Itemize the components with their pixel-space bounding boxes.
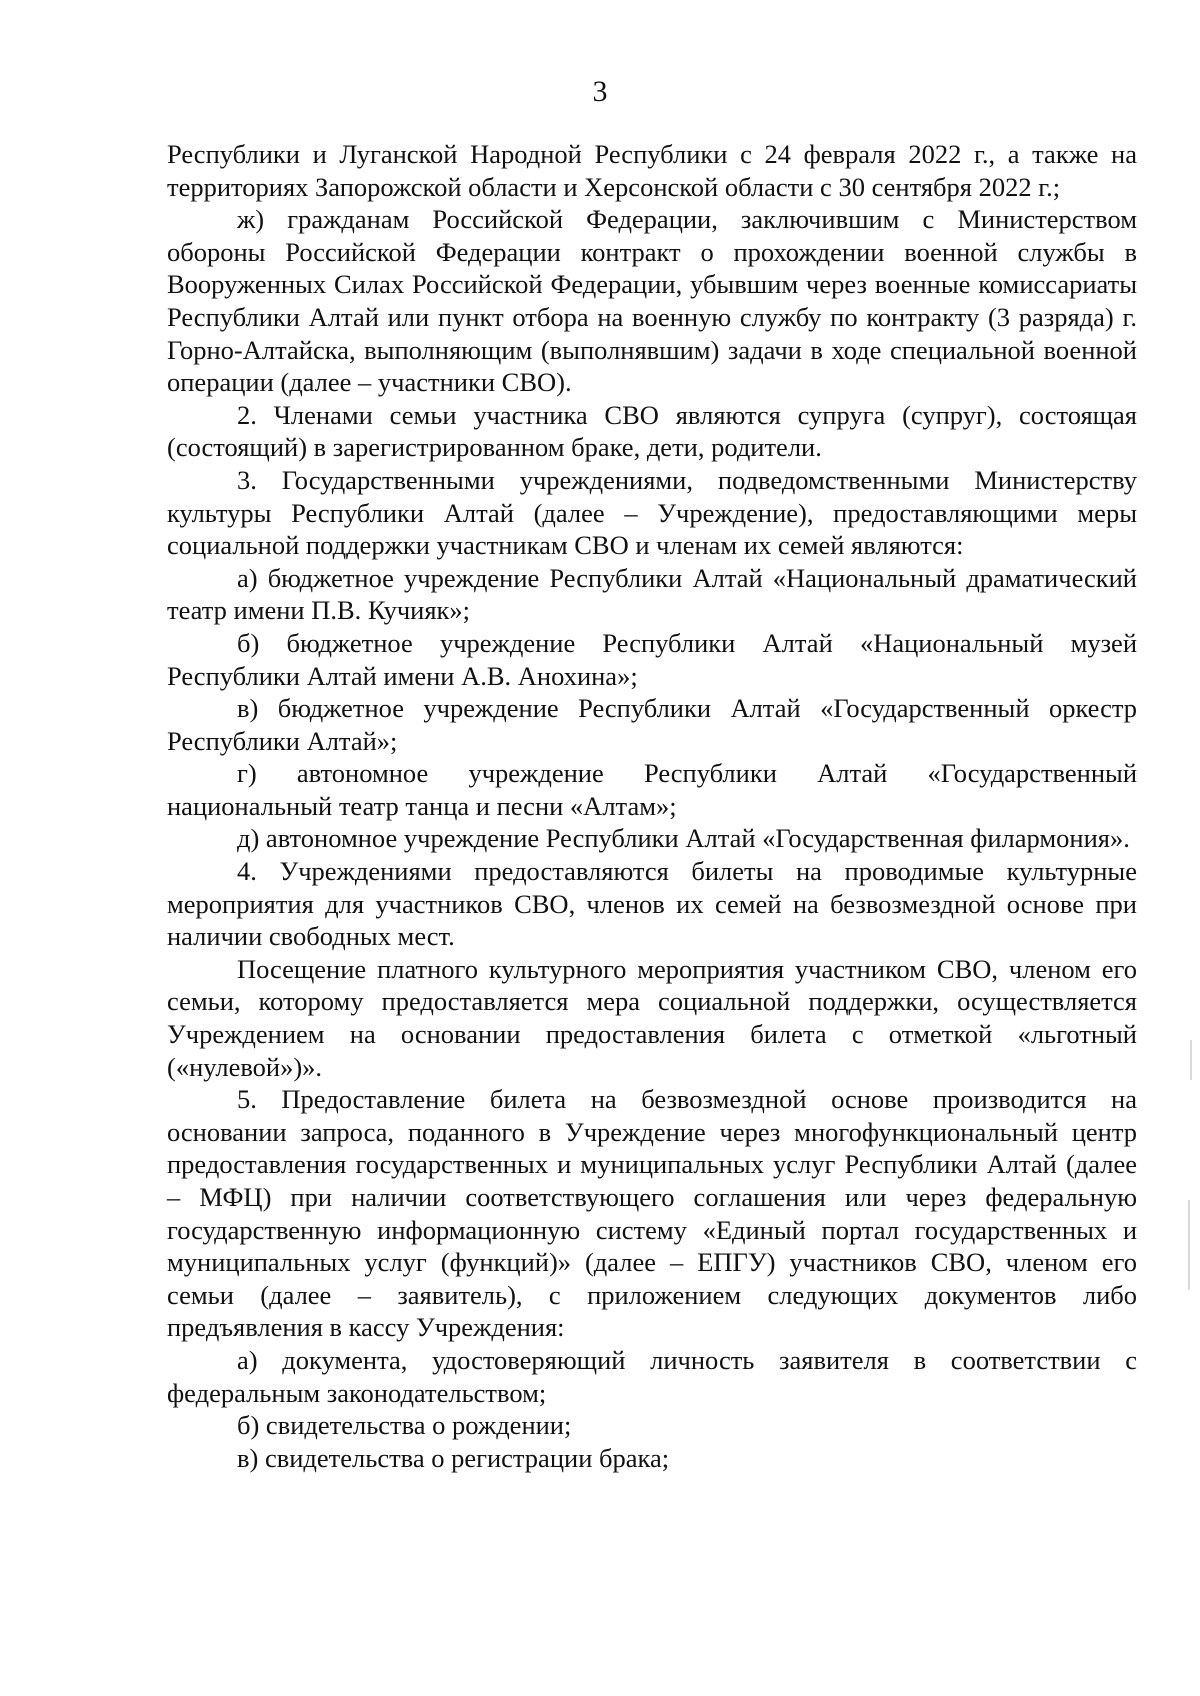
paragraph-4-continuation: Посещение платного культурного мероприятия участником СВО, членом его семьи, которому предоставляется мера социальной поддержки, осуществляется Учреждением на основании предоставления билета с отметкой «льготный («нулевой»)». (167, 953, 1137, 1082)
scan-edge-mark (1188, 1200, 1190, 1290)
paragraph-4: 4. Учреждениями предоставляются билеты на проводимые культурные мероприятия для участников СВО, членов их семей на безвозмездной основе при наличии свободных мест. (167, 856, 1137, 952)
paragraph-3-item-d: д) автономное учреждение Республики Алтай «Государственная филармония». (237, 823, 1130, 854)
paragraph-5-item-b: б) свидетельства о рождении; (237, 1410, 572, 1441)
paragraph-3-item-a: а) бюджетное учреждение Республики Алтай «Национальный драматический театр имени П.В. Кучияк»; (167, 562, 1137, 626)
paragraph-5-item-v: в) свидетельства о регистрации брака; (237, 1442, 670, 1473)
paragraph-item-zh: ж) гражданам Российской Федерации, заключившим с Министерством обороны Российской Федерации контракт о прохождении военной службы в Вооруженных Силах Российской Федерации, убывшим через военные комиссариаты Республики Алтай или пункт отбора на военную службу по контракту (3 разряда) г. Горно-Алтайска, выполняющим (выполнявшим) задачи в ходе специальной военной операции (далее – участники СВО). (167, 204, 1137, 398)
paragraph-5-item-a: а) документа, удостоверяющий личность заявителя в соответствии с федеральным законодательством; (167, 1344, 1137, 1408)
paragraph-5: 5. Предоставление билета на безвозмездной основе производится на основании запроса, поданного в Учреждение через многофункциональный центр предоставления государственных и муниципальных услуг Республики Алтай (далее – МФЦ) при наличии соответствующего соглашения или через федеральную государственную информационную систему «Единый портал государственных и муниципальных услуг (функций)» (далее – ЕПГУ) участников СВО, членом его семьи (далее – заявитель), с приложением следующих документов либо предъявления в кассу Учреждения: (167, 1084, 1137, 1343)
paragraph-2: 2. Членами семьи участника СВО являются супруга (супруг), состоящая (состоящий) в зарегистрированном браке, дети, родители. (167, 399, 1137, 463)
paragraph-3-item-g: г) автономное учреждение Республики Алтай «Государственный национальный театр танца и песни «Алтам»; (167, 758, 1137, 821)
scan-edge-mark (1190, 1040, 1192, 1080)
paragraph-3: 3. Государственными учреждениями, подведомственными Министерству культуры Республики Алтай (далее – Учреждение), предоставляющими меры социальной поддержки участникам СВО и членам их семей являются: (167, 464, 1137, 561)
paragraph-3-item-v: в) бюджетное учреждение Республики Алтай «Государственный оркестр Республики Алтай»; (167, 693, 1137, 756)
document-body (167, 138, 1137, 1474)
paragraph-3-item-b: б) бюджетное учреждение Республики Алтай «Национальный музей Республики Алтай имени А.В. Анохина»; (167, 627, 1137, 691)
paragraph-continuation: Республики и Луганской Народной Республики с 24 февраля 2022 г., а также на территориях Запорожской области и Херсонской области с 30 сентября 2022 г.; (167, 139, 1137, 202)
page-number: 3 (592, 75, 608, 108)
